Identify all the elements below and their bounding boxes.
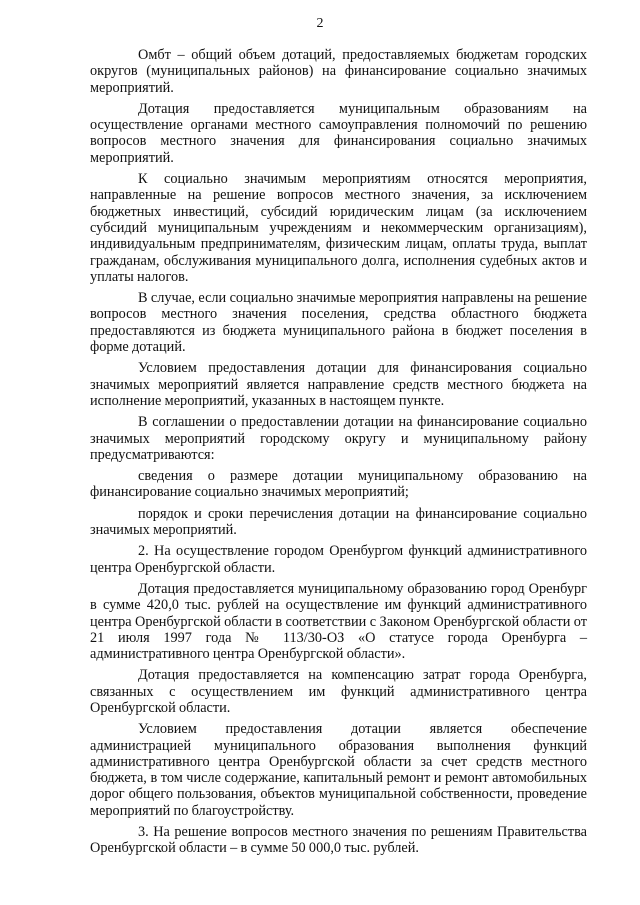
- paragraph-section-2-heading: 2. На осуществление городом Оренбургом функций административного центра Оренбургской области.: [90, 543, 587, 576]
- paragraph-agreement-item-terms: порядок и сроки перечисления дотации на финансирование социально значимых мероприятий.: [90, 505, 587, 539]
- paragraph-agreement-item-amount: сведения о размере дотации муниципальному образованию на финансирование социально значимых мероприятий;: [90, 468, 587, 501]
- paragraph-settlement-case: В случае, если социально значимые мероприятия направлены на решение вопросов местного значения поселения, средства областного бюджета предоставляются из бюджета муниципального района в бюджет поселения в форме дотаций.: [90, 290, 587, 356]
- paragraph-ombt-definition: Омбт – общий объем дотаций, предоставляемых бюджетам городских округов (муниципальных районов) на финансирование социально значимых мероприятий.: [90, 47, 587, 96]
- page-number: 2: [316, 16, 324, 31]
- document-body: [90, 47, 587, 862]
- paragraph-section-3-heading: 3. На решение вопросов местного значения по решениям Правительства Оренбургской области – в сумме 50 000,0 тыс. рублей.: [90, 824, 587, 857]
- paragraph-orenburg-compensation: Дотация предоставляется на компенсацию затрат города Оренбурга, связанных с осуществлением им функций административного центра Оренбургской области.: [90, 667, 587, 716]
- paragraph-orenburg-amount: Дотация предоставляется муниципальному образованию город Оренбург в сумме 420,0 тыс. рублей на осуществление им функций административного центра Оренбургской области в соответствии с Законом Оренбургской области от 21 июля 1997 года № 113/30-ОЗ «О статусе города Оренбурга – административного центра Оренбургской области».: [90, 580, 587, 663]
- paragraph-condition: Условием предоставления дотации для финансирования социально значимых мероприятий является направление средств местного бюджета на исполнение мероприятий, указанных в настоящем пункте.: [90, 360, 587, 409]
- paragraph-orenburg-condition: Условием предоставления дотации является обеспечение администрацией муниципального образования выполнения функций административного центра Оренбургской области за счет средств местного бюджета, в том числе содержание, капитальный ремонт и ремонт автомобильных дорог общего пользования, объектов муниципальной собственности, проведение мероприятий по благоустройству.: [90, 721, 587, 819]
- paragraph-subsidy-purpose: Дотация предоставляется муниципальным образованиям на осуществление органами местного самоуправления полномочий по решению вопросов местного значения для финансирования социально значимых мероприятий.: [90, 100, 587, 166]
- paragraph-agreement: В соглашении о предоставлении дотации на финансирование социально значимых мероприятий городскому округу и муниципальному району предусматриваются:: [90, 414, 587, 463]
- paragraph-significant-measures: К социально значимым мероприятиям относятся мероприятия, направленные на решение вопросов местного значения, за исключением бюджетных инвестиций, субсидий юридическим лицам (за исключением субсидий муниципальным учреждениям и некоммерческим организациям), индивидуальным предпринимателям, физическим лицам, оплаты труда, выплат гражданам, обслуживания муниципального долга, исполнения судебных актов и уплаты налогов.: [90, 171, 587, 285]
